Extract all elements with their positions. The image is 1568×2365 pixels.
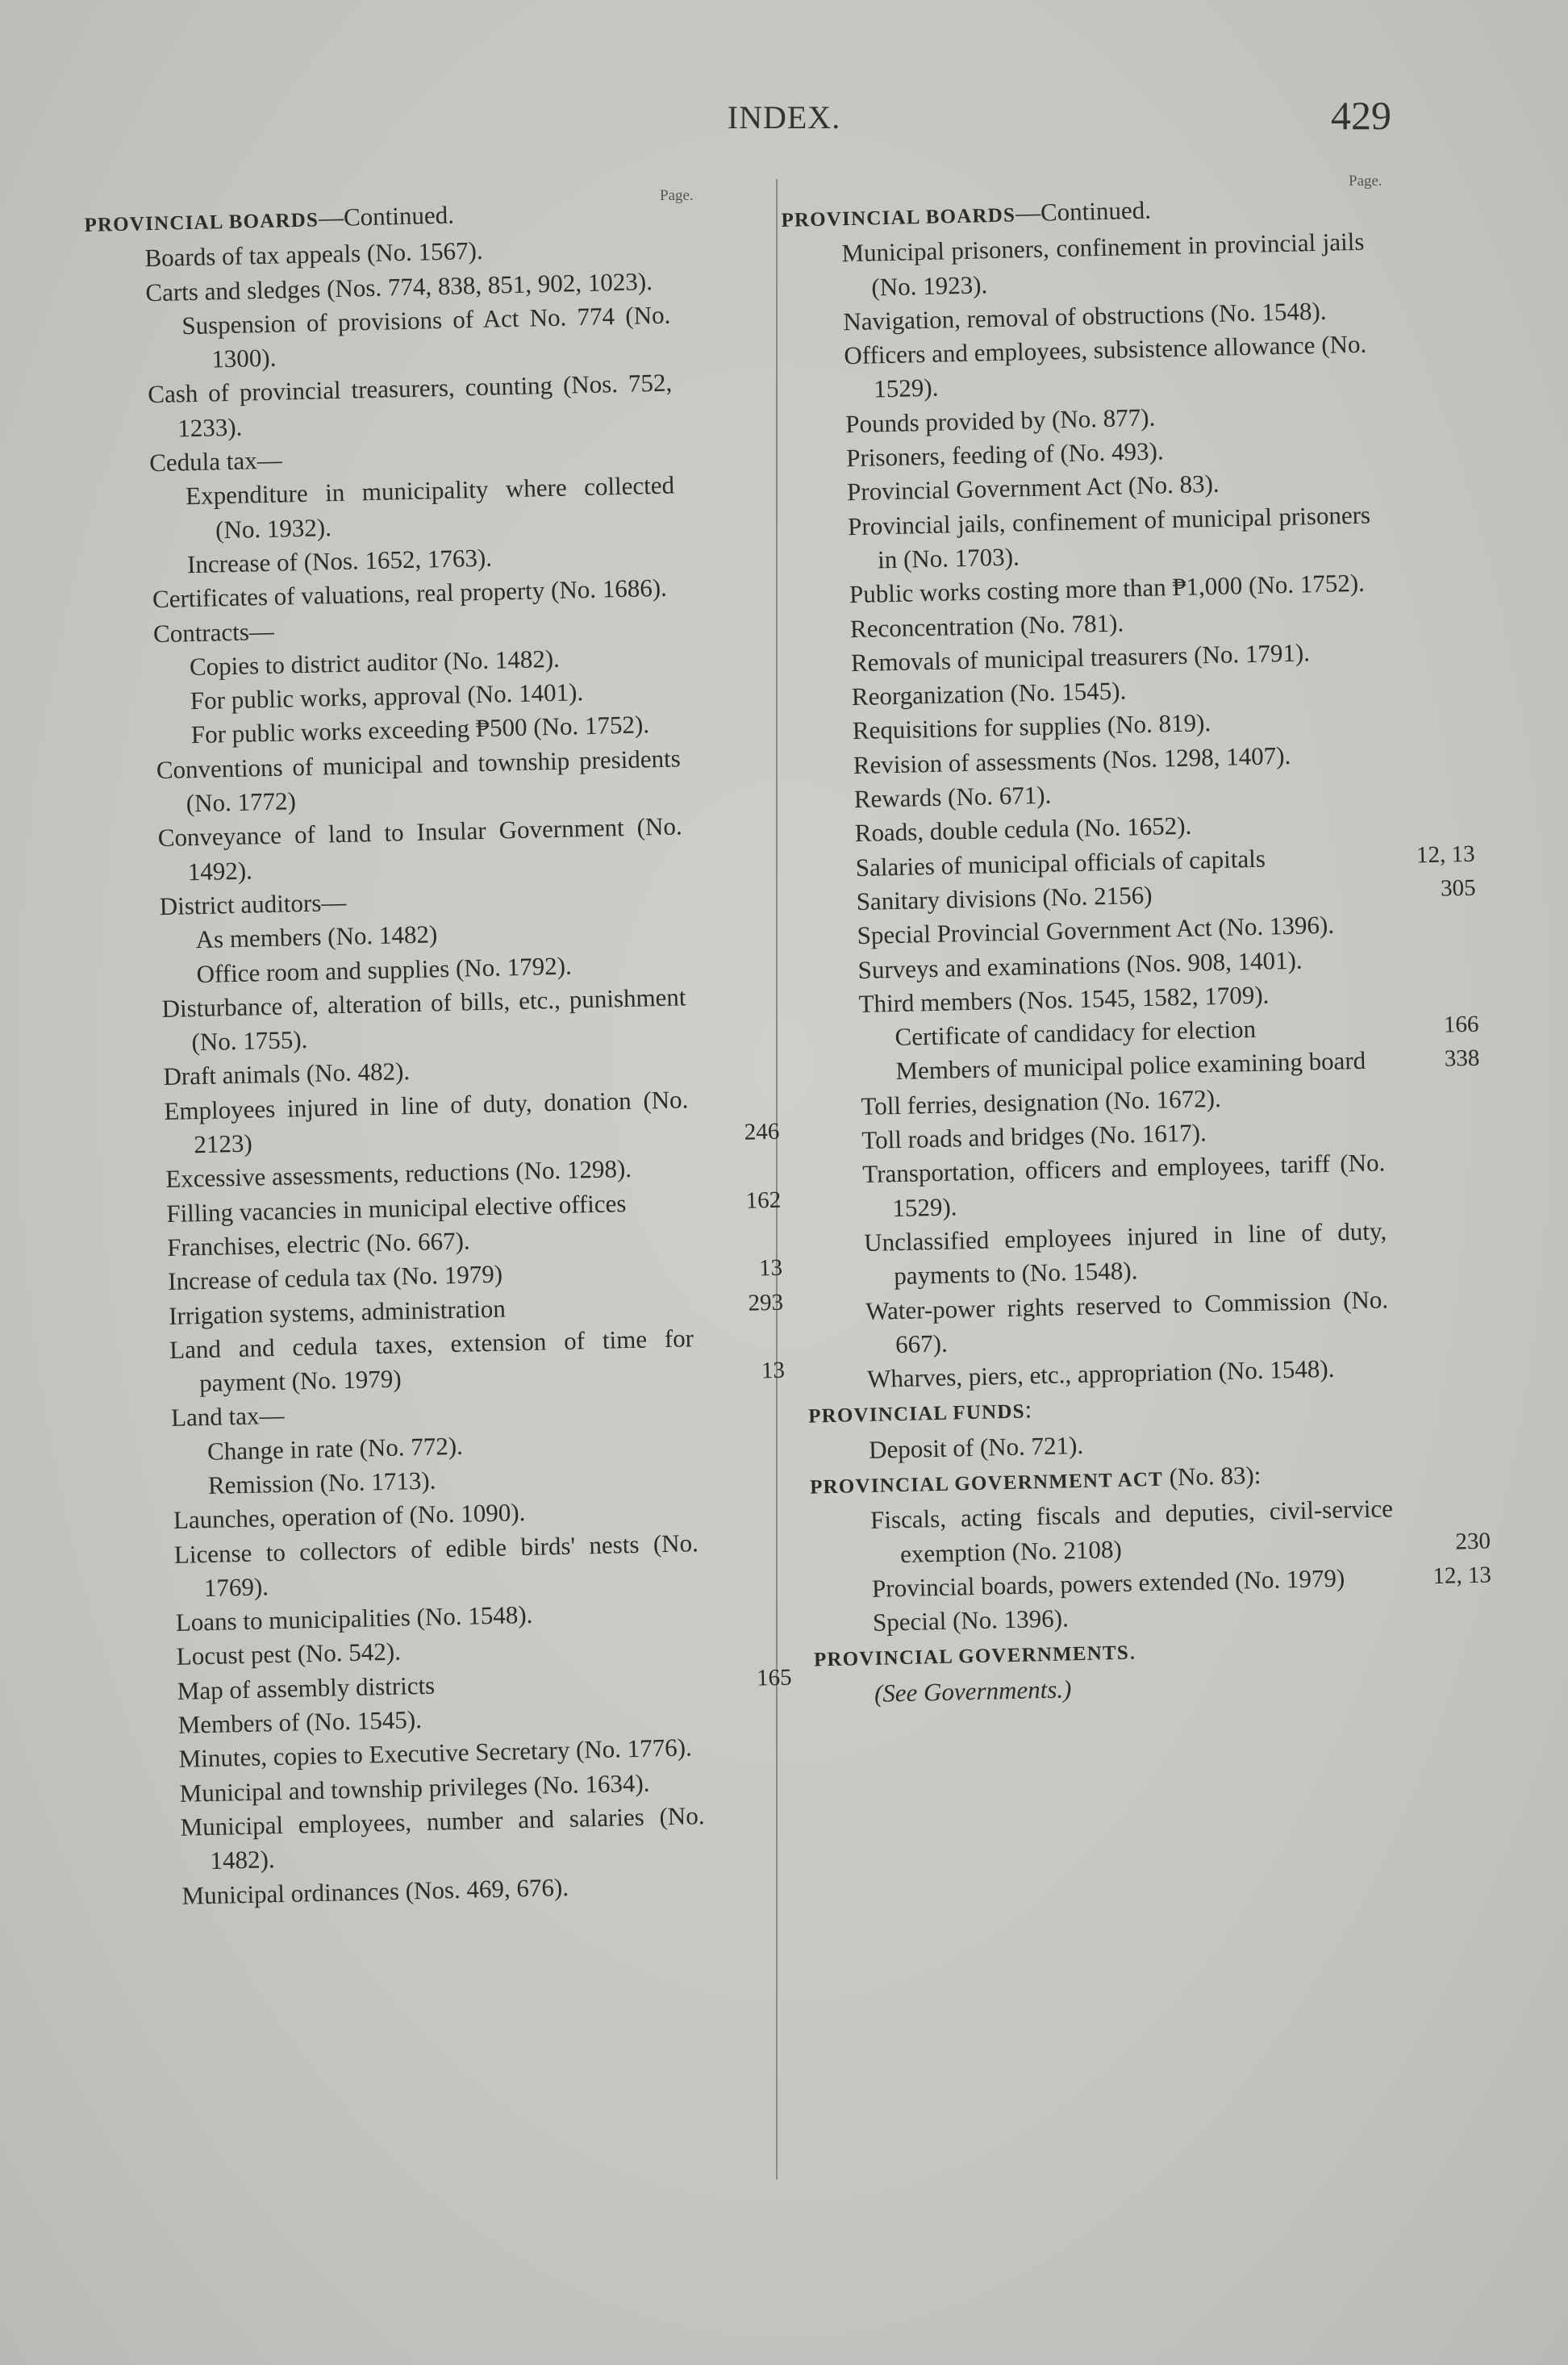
entry-list-right	[782, 225, 1492, 1712]
index-entry	[151, 1799, 706, 1879]
page-reference: 293	[748, 1289, 784, 1316]
section-heading-title: PROVINCIAL BOARDS	[781, 204, 1016, 231]
index-entry	[144, 1526, 699, 1607]
page-reference: 12, 13	[1416, 840, 1475, 868]
entry-text: Cedula tax—	[148, 445, 283, 478]
entry-text: Deposit of (No. 721).	[868, 1430, 1084, 1464]
page-reference: 166	[1443, 1011, 1479, 1038]
index-entry	[812, 225, 1366, 306]
entry-text: Municipal prisoners, confinement in provincial jails (No. 1923).	[841, 227, 1365, 302]
entry-text: Filling vacancies in municipal elective offices	[165, 1188, 627, 1228]
index-entry	[135, 1082, 780, 1163]
entry-text: Land and cedula taxes, extension of time for payment (No. 1979)	[169, 1324, 694, 1398]
entry-text: Increase of (Nos. 1652, 1763).	[186, 543, 493, 579]
index-entry	[128, 810, 683, 891]
entry-text: Members of municipal police examining board	[895, 1046, 1366, 1086]
entry-text: Toll roads and bridges (No. 1617).	[861, 1118, 1207, 1155]
index-entry	[835, 1214, 1388, 1295]
entry-text: Revision of assessments (Nos. 1298, 1407).	[853, 740, 1291, 779]
entry-text: Disturbance of, alteration of bills, etc., punishment (No. 1755).	[161, 982, 686, 1057]
entry-text: Reconcentration (No. 781).	[849, 608, 1124, 643]
entry-text: Contracts—	[152, 616, 275, 648]
entry-list-left	[85, 230, 792, 1914]
index-entry	[833, 1146, 1387, 1227]
entry-text: Franchises, electric (No. 667).	[166, 1226, 470, 1262]
column-divider	[776, 179, 778, 2179]
entry-text: Provincial boards, powers extended (No. 1979)	[871, 1563, 1345, 1603]
entry-text: Water-power rights reserved to Commission (No. 667).	[865, 1284, 1389, 1358]
entry-text: :	[1024, 1395, 1032, 1424]
entry-text: Rewards (No. 671).	[853, 780, 1052, 814]
entry-text: Prisoners, feeding of (No. 493).	[845, 436, 1164, 473]
index-entry	[836, 1283, 1390, 1363]
entry-text: Copies to district auditor (No. 1482).	[189, 644, 561, 682]
index-entry	[127, 741, 682, 822]
page-column-label-right: Page.	[1349, 173, 1382, 190]
page-reference: 165	[756, 1664, 792, 1691]
entry-text: For public works exceeding ₱500 (No. 1752).	[190, 710, 650, 749]
entry-text: Cash of provincial treasurers, counting (Nos. 752, 1233).	[147, 369, 673, 443]
entry-text: Unclassified employees injured in line of duty, payments to (No. 1548).	[863, 1216, 1387, 1291]
index-entry	[815, 327, 1368, 408]
entry-text: Navigation, removal of obstructions (No. 1548).	[842, 296, 1327, 336]
entry-text: Transportation, officers and employees, tariff (No. 1529).	[861, 1148, 1386, 1222]
entry-text: Excessive assessments, reductions (No. 1298).	[165, 1154, 632, 1194]
entry-text: Increase of cedula tax (No. 1979)	[167, 1259, 503, 1296]
entry-text: Minutes, copies to Executive Secretary (No. 1776).	[178, 1733, 693, 1774]
entry-text: Public works costing more than ₱1,000 (No. 1752).	[849, 568, 1366, 609]
entry-text: Removals of municipal treasurers (No. 1791).	[850, 638, 1311, 678]
index-entry	[819, 498, 1372, 578]
section-heading-suffix: —Continued.	[318, 200, 455, 232]
entry-text: Special Provincial Government Act (No. 1396).	[857, 910, 1335, 950]
index-entry	[140, 1321, 786, 1402]
entry-text: Provincial jails, confinement of municipal prisoners in (No. 1703).	[847, 500, 1371, 574]
entry-text: Irrigation systems, administration	[168, 1293, 507, 1330]
entry-text: Toll ferries, designation (No. 1672).	[861, 1083, 1222, 1120]
index-entry	[132, 980, 687, 1061]
section-heading-suffix: —Continued.	[1015, 195, 1152, 227]
index-entry	[841, 1491, 1491, 1572]
page-reference: 230	[1455, 1528, 1491, 1555]
entry-text: Conveyance of land to Insular Government (No. 1492).	[157, 811, 683, 886]
entry-text: Change in rate (No. 772).	[206, 1431, 464, 1466]
entry-text: Fiscals, acting fiscals and deputies, civil-service exemption (No. 2108)	[869, 1494, 1394, 1568]
entry-text: Officers and employees, subsistence allowance (No. 1529).	[843, 329, 1367, 403]
entry-text: Roads, double cedula (No. 1652).	[854, 811, 1192, 848]
entry-text: Special (No. 1396).	[872, 1604, 1070, 1637]
entry-text: Requisitions for supplies (No. 819).	[852, 708, 1211, 745]
entry-text: As members (No. 1482)	[195, 920, 438, 954]
entry-text: License to collectors of edible birds' nests (No. 1769).	[173, 1528, 699, 1602]
entry-text: Carts and sledges (Nos. 774, 838, 851, 902, 1023).	[145, 266, 653, 307]
entry-text: (See Governments.)	[874, 1675, 1072, 1708]
entry-text: Suspension of provisions of Act No. 774 (No. 1300).	[181, 300, 671, 373]
entry-text: Pounds provided by (No. 877).	[844, 403, 1156, 439]
entry-text: Launches, operation of (No. 1090).	[173, 1498, 526, 1535]
index-entry	[121, 469, 676, 549]
entry-text: Wharves, piers, etc., appropriation (No. 1548).	[866, 1354, 1335, 1394]
page-reference: 162	[745, 1187, 782, 1214]
entry-text: Third members (Nos. 1545, 1582, 1709).	[858, 980, 1270, 1018]
entry-text: Salaries of municipal officials of capitals	[855, 844, 1266, 882]
entry-text: Municipal ordinances (Nos. 469, 676).	[181, 1872, 569, 1910]
entry-text: District auditors—	[159, 887, 347, 921]
entry-text: Surveys and examinations (Nos. 908, 1401).	[857, 945, 1303, 984]
entry-text: Certificate of candidacy for election	[895, 1015, 1257, 1052]
section-heading-title: PROVINCIAL GOVERNMENTS	[813, 1642, 1130, 1671]
index-column-left	[84, 194, 792, 1915]
entry-text: Employees injured in line of duty, donation (No. 2123)	[164, 1085, 689, 1159]
entry-text: Land tax—	[170, 1401, 285, 1433]
entry-text: Members of (No. 1545).	[177, 1705, 423, 1739]
section-heading-title: PROVINCIAL GOVERNMENT ACT	[809, 1468, 1164, 1499]
entry-text: Map of assembly districts	[177, 1671, 436, 1705]
entry-text: (No. 83):	[1162, 1460, 1261, 1491]
entry-text: Office room and supplies (No. 1792).	[196, 951, 573, 988]
index-entry	[119, 366, 673, 447]
entry-text: Sanitary divisions (No. 2156)	[856, 880, 1153, 916]
page-reference: 305	[1440, 874, 1476, 902]
entry-text: Draft animals (No. 482).	[163, 1057, 411, 1091]
page-reference: 338	[1444, 1045, 1480, 1073]
page-reference: 246	[744, 1118, 780, 1145]
entry-text: For public works, approval (No. 1401).	[190, 678, 584, 715]
section-heading-title: PROVINCIAL FUNDS	[807, 1400, 1025, 1428]
index-entry	[117, 298, 672, 378]
page-column-label-left: Page.	[660, 187, 694, 204]
entry-text: Loans to municipalities (No. 1548).	[175, 1600, 533, 1637]
section-heading-title: PROVINCIAL BOARDS	[84, 209, 319, 236]
page-reference: 13	[761, 1357, 786, 1384]
entry-text: Certificates of valuations, real property (No. 1686).	[152, 573, 668, 614]
entry-text: Remission (No. 1713).	[207, 1466, 436, 1500]
entry-text: Boards of tax appeals (No. 1567).	[144, 236, 484, 273]
entry-text: Locust pest (No. 542).	[176, 1637, 402, 1671]
page-number: 429	[1331, 93, 1391, 138]
entry-text: Provincial Government Act (No. 83).	[846, 469, 1220, 507]
index-column-right	[781, 189, 1492, 1712]
entry-text: Expenditure in municipality where collected (No. 1932).	[185, 470, 675, 544]
entry-text: Municipal and township privileges (No. 1634).	[179, 1768, 650, 1808]
entry-text: Conventions of municipal and township presidents (No. 1772)	[156, 744, 682, 818]
page-reference: 12, 13	[1432, 1562, 1492, 1589]
page-reference: 13	[758, 1254, 783, 1282]
entry-text: .	[1128, 1636, 1136, 1666]
running-head: INDEX.	[727, 99, 841, 136]
entry-text: Municipal employees, number and salaries (No. 1482).	[180, 1801, 705, 1875]
entry-text: Reorganization (No. 1545).	[851, 676, 1127, 711]
